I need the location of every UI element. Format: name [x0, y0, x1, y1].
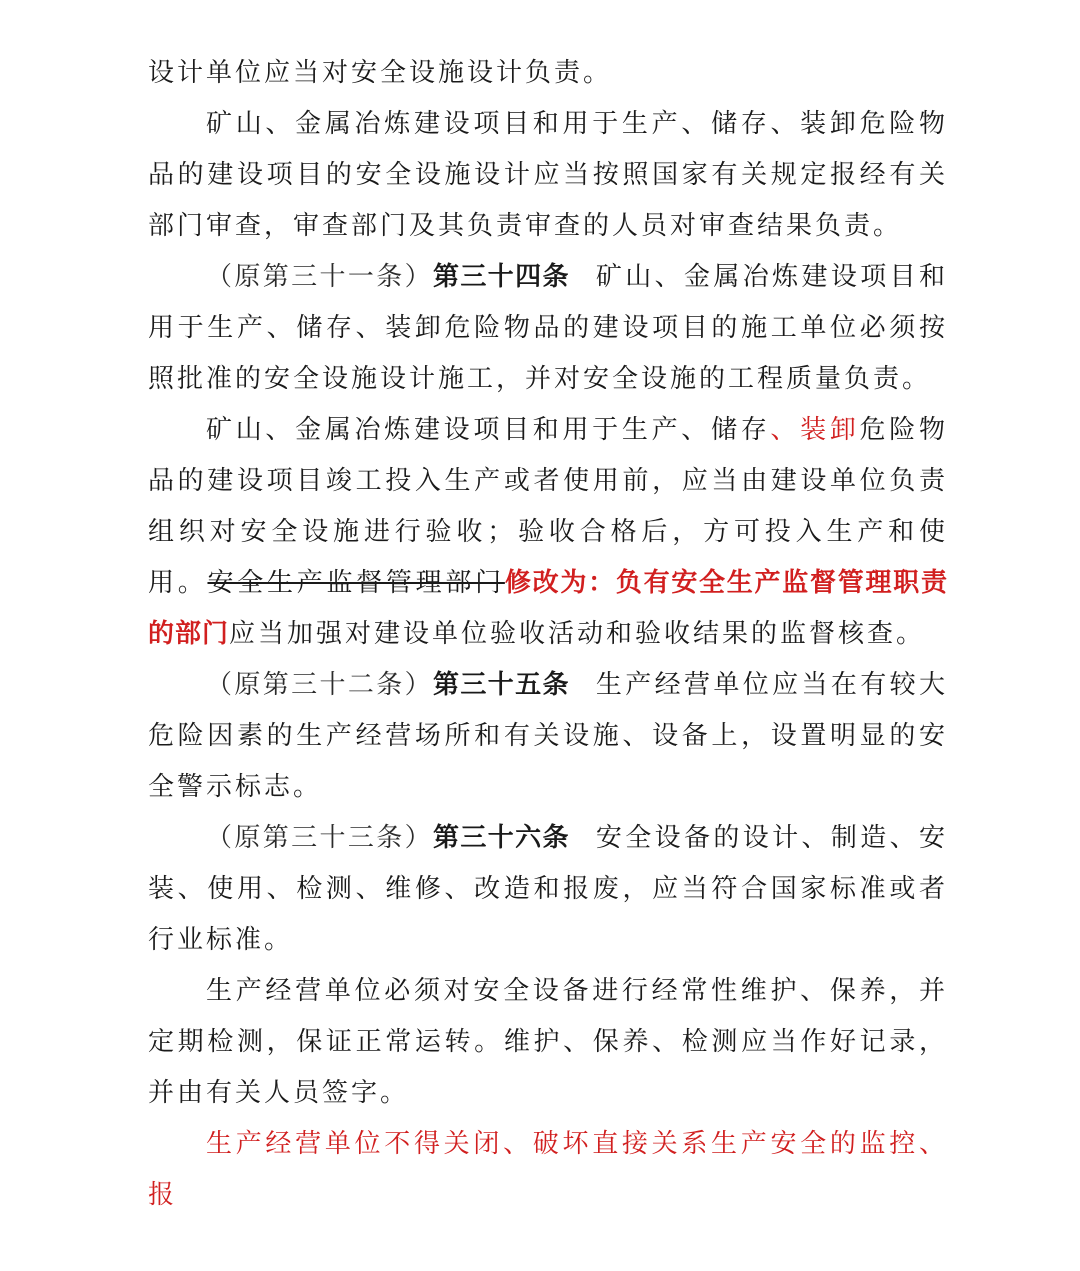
article-text: 生产经营单位应当在有较大危险因素的生产经营场所和有关设施、设备上，设置明显的安全警示标志。: [148, 670, 948, 802]
paragraph-text: 危险物品的建设项目竣工投入生产或者使用前，应当由建设单位负责组织对安全设施进行验收；验收合格后，方可投入生产和使用。: [148, 415, 948, 598]
paragraph-2: [148, 99, 948, 252]
inserted-paragraph-text: 生产经营单位不得关闭、破坏直接关系生产安全的监控、报: [148, 1129, 948, 1210]
article-text: 矿山、金属冶炼建设项目和用于生产、储存、装卸危险物品的建设项目的施工单位必须按照批准的安全设施设计施工，并对安全设施的工程质量负责。: [148, 262, 948, 394]
paragraph-8-new: [148, 1119, 948, 1221]
article-number: 第三十六条: [433, 823, 570, 853]
article-35: [148, 660, 948, 813]
document-page: [148, 48, 948, 1221]
paragraph-text: 矿山、金属冶炼建设项目和用于生产、储存: [206, 415, 771, 445]
paragraph-text: 矿山、金属冶炼建设项目和用于生产、储存、装卸危险物品的建设项目的安全设施设计应当按照国家有关规定报经有关部门审查，审查部门及其负责审查的人员对审查结果负责。: [148, 109, 948, 241]
original-article-ref: （原第三十二条）: [206, 670, 433, 700]
paragraph-1: [148, 48, 948, 99]
article-number: 第三十五条: [433, 670, 570, 700]
paragraph-4: [148, 405, 948, 660]
article-34: [148, 252, 948, 405]
paragraph-text: 生产经营单位必须对安全设备进行经常性维护、保养，并定期检测，保证正常运转。维护、保养、检测应当作好记录，并由有关人员签字。: [148, 976, 948, 1108]
article-number: 第三十四条: [433, 262, 570, 292]
paragraph-7: [148, 966, 948, 1119]
article-36: [148, 813, 948, 966]
original-article-ref: （原第三十一条）: [206, 262, 433, 292]
original-article-ref: （原第三十三条）: [206, 823, 433, 853]
paragraph-text: 应当加强对建设单位验收活动和验收结果的监督核查。: [229, 619, 926, 649]
deleted-text: 安全生产监督管理部门: [207, 568, 505, 598]
paragraph-text: 设计单位应当对安全设施设计负责。: [148, 58, 613, 88]
inserted-text: 、装卸: [770, 415, 860, 445]
amendment-label: 修改为：: [504, 568, 616, 598]
article-text: 安全设备的设计、制造、安装、使用、检测、维修、改造和报废，应当符合国家标准或者行业标准。: [148, 823, 948, 955]
amendment-text: 负有安全生产监督管理职责的部门: [148, 568, 948, 649]
